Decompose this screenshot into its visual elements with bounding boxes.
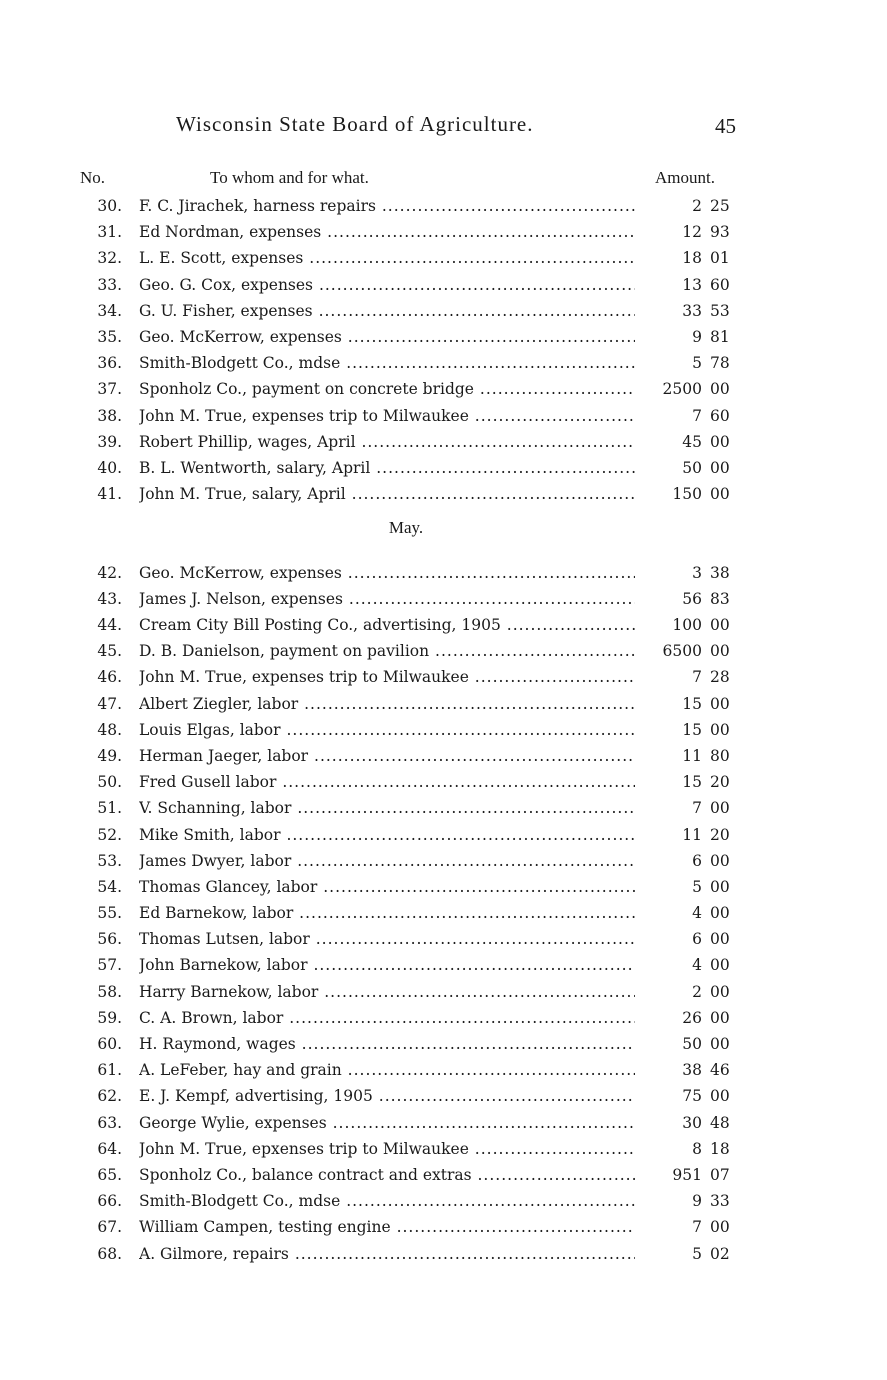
ledger-row <box>0 219 887 245</box>
ledger-row <box>0 691 887 717</box>
entry-description: Thomas Lutsen, labor ..... <box>139 926 635 952</box>
ledger-row <box>0 403 887 429</box>
ledger-row <box>0 1241 887 1267</box>
entry-amount-cents: 00 <box>710 616 730 635</box>
entry-description: John Barnekow, labor ..... <box>139 952 635 978</box>
entry-number: 43. <box>97 589 122 608</box>
entry-description: B. L. Wentworth, salary, April ..... <box>139 455 635 481</box>
entry-amount-cents: 78 <box>710 354 730 373</box>
entry-description: Sponholz Co., payment on concrete bridge ..... <box>139 376 635 402</box>
ledger-row <box>0 717 887 743</box>
entry-amount-cents: 20 <box>710 773 730 792</box>
entry-amount-cents: 02 <box>710 1244 730 1263</box>
ledger-row <box>0 769 887 795</box>
entry-amount-dollars: 45 <box>682 432 702 451</box>
entry-number: 36. <box>97 354 122 373</box>
entry-amount-dollars: 13 <box>682 275 702 294</box>
entry-amount-cents: 00 <box>710 956 730 975</box>
entry-description: Geo. G. Cox, expenses ..... <box>139 272 635 298</box>
ledger-entries <box>0 193 887 1267</box>
entry-description: James J. Nelson, expenses ..... <box>139 586 635 612</box>
entry-number: 55. <box>97 904 122 923</box>
entry-number: 39. <box>97 432 122 451</box>
entry-amount-dollars: 9 <box>692 1192 702 1211</box>
entry-amount-dollars: 7 <box>692 799 702 818</box>
entry-amount-dollars: 2 <box>692 197 702 215</box>
entry-description: John M. True, epxenses trip to Milwaukee ..... <box>139 1136 635 1162</box>
entry-amount-dollars: 2 <box>692 982 702 1001</box>
entry-number: 59. <box>97 1008 122 1027</box>
entry-number: 61. <box>97 1061 122 1080</box>
ledger-row <box>0 272 887 298</box>
entry-amount-dollars: 15 <box>682 773 702 792</box>
ledger-row <box>0 926 887 952</box>
entry-description: C. A. Brown, labor ..... <box>139 1005 635 1031</box>
entry-description: Robert Phillip, wages, April ..... <box>139 429 635 455</box>
entry-number: 60. <box>97 1035 122 1054</box>
ledger-row <box>0 1083 887 1109</box>
entry-amount-cents: 00 <box>710 694 730 713</box>
entry-description: Fred Gusell labor ..... <box>139 769 635 795</box>
entry-amount-dollars: 15 <box>682 720 702 739</box>
entry-amount-cents: 28 <box>710 668 730 687</box>
entry-description: Albert Ziegler, labor ..... <box>139 691 635 717</box>
entry-number: 32. <box>97 249 122 268</box>
entry-amount-cents: 18 <box>710 1139 730 1158</box>
entry-amount-cents: 01 <box>710 249 730 268</box>
entry-amount-dollars: 7 <box>692 406 702 425</box>
entry-description: V. Schanning, labor ..... <box>139 795 635 821</box>
entry-number: 48. <box>97 720 122 739</box>
entry-amount-dollars: 7 <box>692 668 702 687</box>
entry-amount-cents: 93 <box>710 223 730 242</box>
entry-description: Louis Elgas, labor ..... <box>139 717 635 743</box>
entry-number: 67. <box>97 1218 122 1237</box>
entry-description: James Dwyer, labor ..... <box>139 848 635 874</box>
entry-number: 33. <box>97 275 122 294</box>
entry-number: 46. <box>97 668 122 687</box>
entry-number: 58. <box>97 982 122 1001</box>
entry-number: 62. <box>97 1087 122 1106</box>
entry-description: George Wylie, expenses ..... <box>139 1110 635 1136</box>
entry-description: F. C. Jirachek, harness repairs ..... <box>139 193 635 219</box>
ledger-row <box>0 350 887 376</box>
entry-number: 51. <box>97 799 122 818</box>
entry-amount-cents: 00 <box>710 877 730 896</box>
entry-number: 41. <box>97 485 122 504</box>
entry-number: 64. <box>97 1139 122 1158</box>
entry-amount-dollars: 56 <box>682 589 702 608</box>
entry-amount-dollars: 50 <box>682 458 702 477</box>
ledger-row <box>0 1214 887 1240</box>
column-header-description: To whom and for what. <box>210 168 369 187</box>
entry-amount-cents: 00 <box>710 799 730 818</box>
entry-amount-cents: 00 <box>710 380 730 399</box>
entry-amount-cents: 00 <box>710 982 730 1001</box>
page-number: 45 <box>715 114 736 138</box>
entry-amount-dollars: 6500 <box>662 642 702 661</box>
entry-number: 34. <box>97 301 122 320</box>
ledger-row <box>0 743 887 769</box>
entry-number: 50. <box>97 773 122 792</box>
entry-amount-dollars: 26 <box>682 1008 702 1027</box>
entry-amount-dollars: 6 <box>692 930 702 949</box>
ledger-row <box>0 1005 887 1031</box>
ledger-row <box>0 560 887 586</box>
entry-amount-dollars: 3 <box>692 563 702 582</box>
entry-amount-cents: 33 <box>710 1192 730 1211</box>
entry-amount-dollars: 33 <box>682 301 702 320</box>
entry-number: 35. <box>97 327 122 346</box>
entry-amount-dollars: 2500 <box>662 380 702 399</box>
entry-description: Ed Barnekow, labor ..... <box>139 900 635 926</box>
entry-amount-cents: 00 <box>710 1218 730 1237</box>
entry-description: Geo. McKerrow, expenses ..... <box>139 560 635 586</box>
entry-amount-dollars: 11 <box>682 746 702 765</box>
entry-number: 49. <box>97 746 122 765</box>
ledger-row <box>0 586 887 612</box>
entry-description: Mike Smith, labor ..... <box>139 822 635 848</box>
entry-description: Herman Jaeger, labor ..... <box>139 743 635 769</box>
entry-amount-dollars: 8 <box>692 1139 702 1158</box>
entry-amount-dollars: 30 <box>682 1113 702 1132</box>
entry-description: William Campen, testing engine ..... <box>139 1214 635 1240</box>
entry-amount-dollars: 7 <box>692 1218 702 1237</box>
entry-amount-cents: 53 <box>710 301 730 320</box>
entry-description: Smith-Blodgett Co., mdse ..... <box>139 350 635 376</box>
ledger-row <box>0 455 887 481</box>
entry-description: E. J. Kempf, advertising, 1905 ..... <box>139 1083 635 1109</box>
entry-number: 68. <box>97 1244 122 1263</box>
entry-amount-cents: 00 <box>710 720 730 739</box>
entry-amount-cents: 00 <box>710 851 730 870</box>
entry-amount-dollars: 38 <box>682 1061 702 1080</box>
running-head-title: Wisconsin State Board of Agriculture. <box>176 112 534 136</box>
entry-amount-dollars: 5 <box>692 877 702 896</box>
entry-description: Thomas Glancey, labor ..... <box>139 874 635 900</box>
entry-description: John M. True, expenses trip to Milwaukee ..... <box>139 403 635 429</box>
entry-amount-dollars: 6 <box>692 851 702 870</box>
ledger-row <box>0 1162 887 1188</box>
entry-amount-dollars: 150 <box>672 485 702 504</box>
entry-amount-cents: 48 <box>710 1113 730 1132</box>
entry-amount-cents: 00 <box>710 485 730 504</box>
entry-description: Sponholz Co., balance contract and extras ..... <box>139 1162 635 1188</box>
entry-amount-cents: 00 <box>710 904 730 923</box>
entry-amount-dollars: 4 <box>692 904 702 923</box>
entry-amount-dollars: 15 <box>682 694 702 713</box>
ledger-row <box>0 324 887 350</box>
column-header-amount: Amount. <box>655 168 715 187</box>
entry-description: John M. True, expenses trip to Milwaukee ..... <box>139 664 635 690</box>
entry-amount-dollars: 50 <box>682 1035 702 1054</box>
entry-number: 56. <box>97 930 122 949</box>
ledger-row <box>0 1110 887 1136</box>
entry-number: 66. <box>97 1192 122 1211</box>
entry-amount-cents: 20 <box>710 825 730 844</box>
entry-description: D. B. Danielson, payment on pavilion ..... <box>139 638 635 664</box>
entry-amount-dollars: 12 <box>682 223 702 242</box>
entry-amount-cents: 00 <box>710 1087 730 1106</box>
entry-number: 57. <box>97 956 122 975</box>
entry-number: 38. <box>97 406 122 425</box>
ledger-row <box>0 429 887 455</box>
ledger-row <box>0 638 887 664</box>
entry-amount-cents: 00 <box>710 642 730 661</box>
entry-amount-cents: 46 <box>710 1061 730 1080</box>
ledger-row <box>0 245 887 271</box>
entry-description: A. Gilmore, repairs ..... <box>139 1241 635 1267</box>
ledger-row <box>0 952 887 978</box>
entry-amount-cents: 00 <box>710 432 730 451</box>
ledger-row <box>0 795 887 821</box>
entry-description: John M. True, salary, April ..... <box>139 481 635 507</box>
entry-amount-cents: 83 <box>710 589 730 608</box>
entry-description: Geo. McKerrow, expenses ..... <box>139 324 635 350</box>
entry-amount-cents: 60 <box>710 406 730 425</box>
entry-description: Cream City Bill Posting Co., advertising, 1905 ..... <box>139 612 635 638</box>
entry-amount-cents: 25 <box>710 197 730 215</box>
entry-amount-dollars: 4 <box>692 956 702 975</box>
entry-amount-dollars: 9 <box>692 327 702 346</box>
entry-amount-cents: 00 <box>710 1035 730 1054</box>
ledger-row <box>0 481 887 507</box>
entry-amount-dollars: 11 <box>682 825 702 844</box>
ledger-row <box>0 822 887 848</box>
entry-description: Smith-Blodgett Co., mdse ..... <box>139 1188 635 1214</box>
ledger-row <box>0 874 887 900</box>
entry-amount-cents: 38 <box>710 563 730 582</box>
entry-number: 47. <box>97 694 122 713</box>
ledger-row <box>0 298 887 324</box>
entry-number: 44. <box>97 616 122 635</box>
entry-description: L. E. Scott, expenses ..... <box>139 245 635 271</box>
entry-amount-cents: 81 <box>710 327 730 346</box>
ledger-row <box>0 376 887 402</box>
entry-number: 40. <box>97 458 122 477</box>
entry-amount-cents: 00 <box>710 458 730 477</box>
column-header-no: No. <box>80 168 106 187</box>
entry-amount-cents: 07 <box>710 1165 730 1184</box>
entry-amount-cents: 80 <box>710 746 730 765</box>
ledger-row <box>0 900 887 926</box>
section-title: May. <box>388 518 424 538</box>
ledger-row <box>0 612 887 638</box>
ledger-row <box>0 1136 887 1162</box>
entry-number: 37. <box>97 380 122 399</box>
entry-description: Harry Barnekow, labor ..... <box>139 979 635 1005</box>
ledger-row <box>0 979 887 1005</box>
entry-number: 54. <box>97 877 122 896</box>
entry-number: 65. <box>97 1165 122 1184</box>
entry-description: G. U. Fisher, expenses ..... <box>139 298 635 324</box>
ledger-row <box>0 848 887 874</box>
entry-number: 52. <box>97 825 122 844</box>
entry-amount-cents: 60 <box>710 275 730 294</box>
entry-number: 45. <box>97 642 122 661</box>
entry-amount-cents: 00 <box>710 1008 730 1027</box>
section-heading-may <box>0 507 887 559</box>
ledger-row <box>0 1031 887 1057</box>
entry-number: 30. <box>97 197 122 215</box>
entry-amount-dollars: 5 <box>692 1244 702 1263</box>
entry-amount-dollars: 18 <box>682 249 702 268</box>
ledger-row <box>0 664 887 690</box>
entry-number: 53. <box>97 851 122 870</box>
ledger-row <box>0 193 887 219</box>
entry-description: A. LeFeber, hay and grain ..... <box>139 1057 635 1083</box>
entry-amount-cents: 00 <box>710 930 730 949</box>
entry-amount-dollars: 75 <box>682 1087 702 1106</box>
ledger-row <box>0 1188 887 1214</box>
entry-number: 42. <box>97 563 122 582</box>
entry-number: 31. <box>97 223 122 242</box>
ledger-row <box>0 1057 887 1083</box>
entry-description: H. Raymond, wages ..... <box>139 1031 635 1057</box>
entry-amount-dollars: 5 <box>692 354 702 373</box>
entry-description: Ed Nordman, expenses ..... <box>139 219 635 245</box>
entry-amount-dollars: 951 <box>672 1165 702 1184</box>
entry-number: 63. <box>97 1113 122 1132</box>
entry-amount-dollars: 100 <box>672 616 702 635</box>
